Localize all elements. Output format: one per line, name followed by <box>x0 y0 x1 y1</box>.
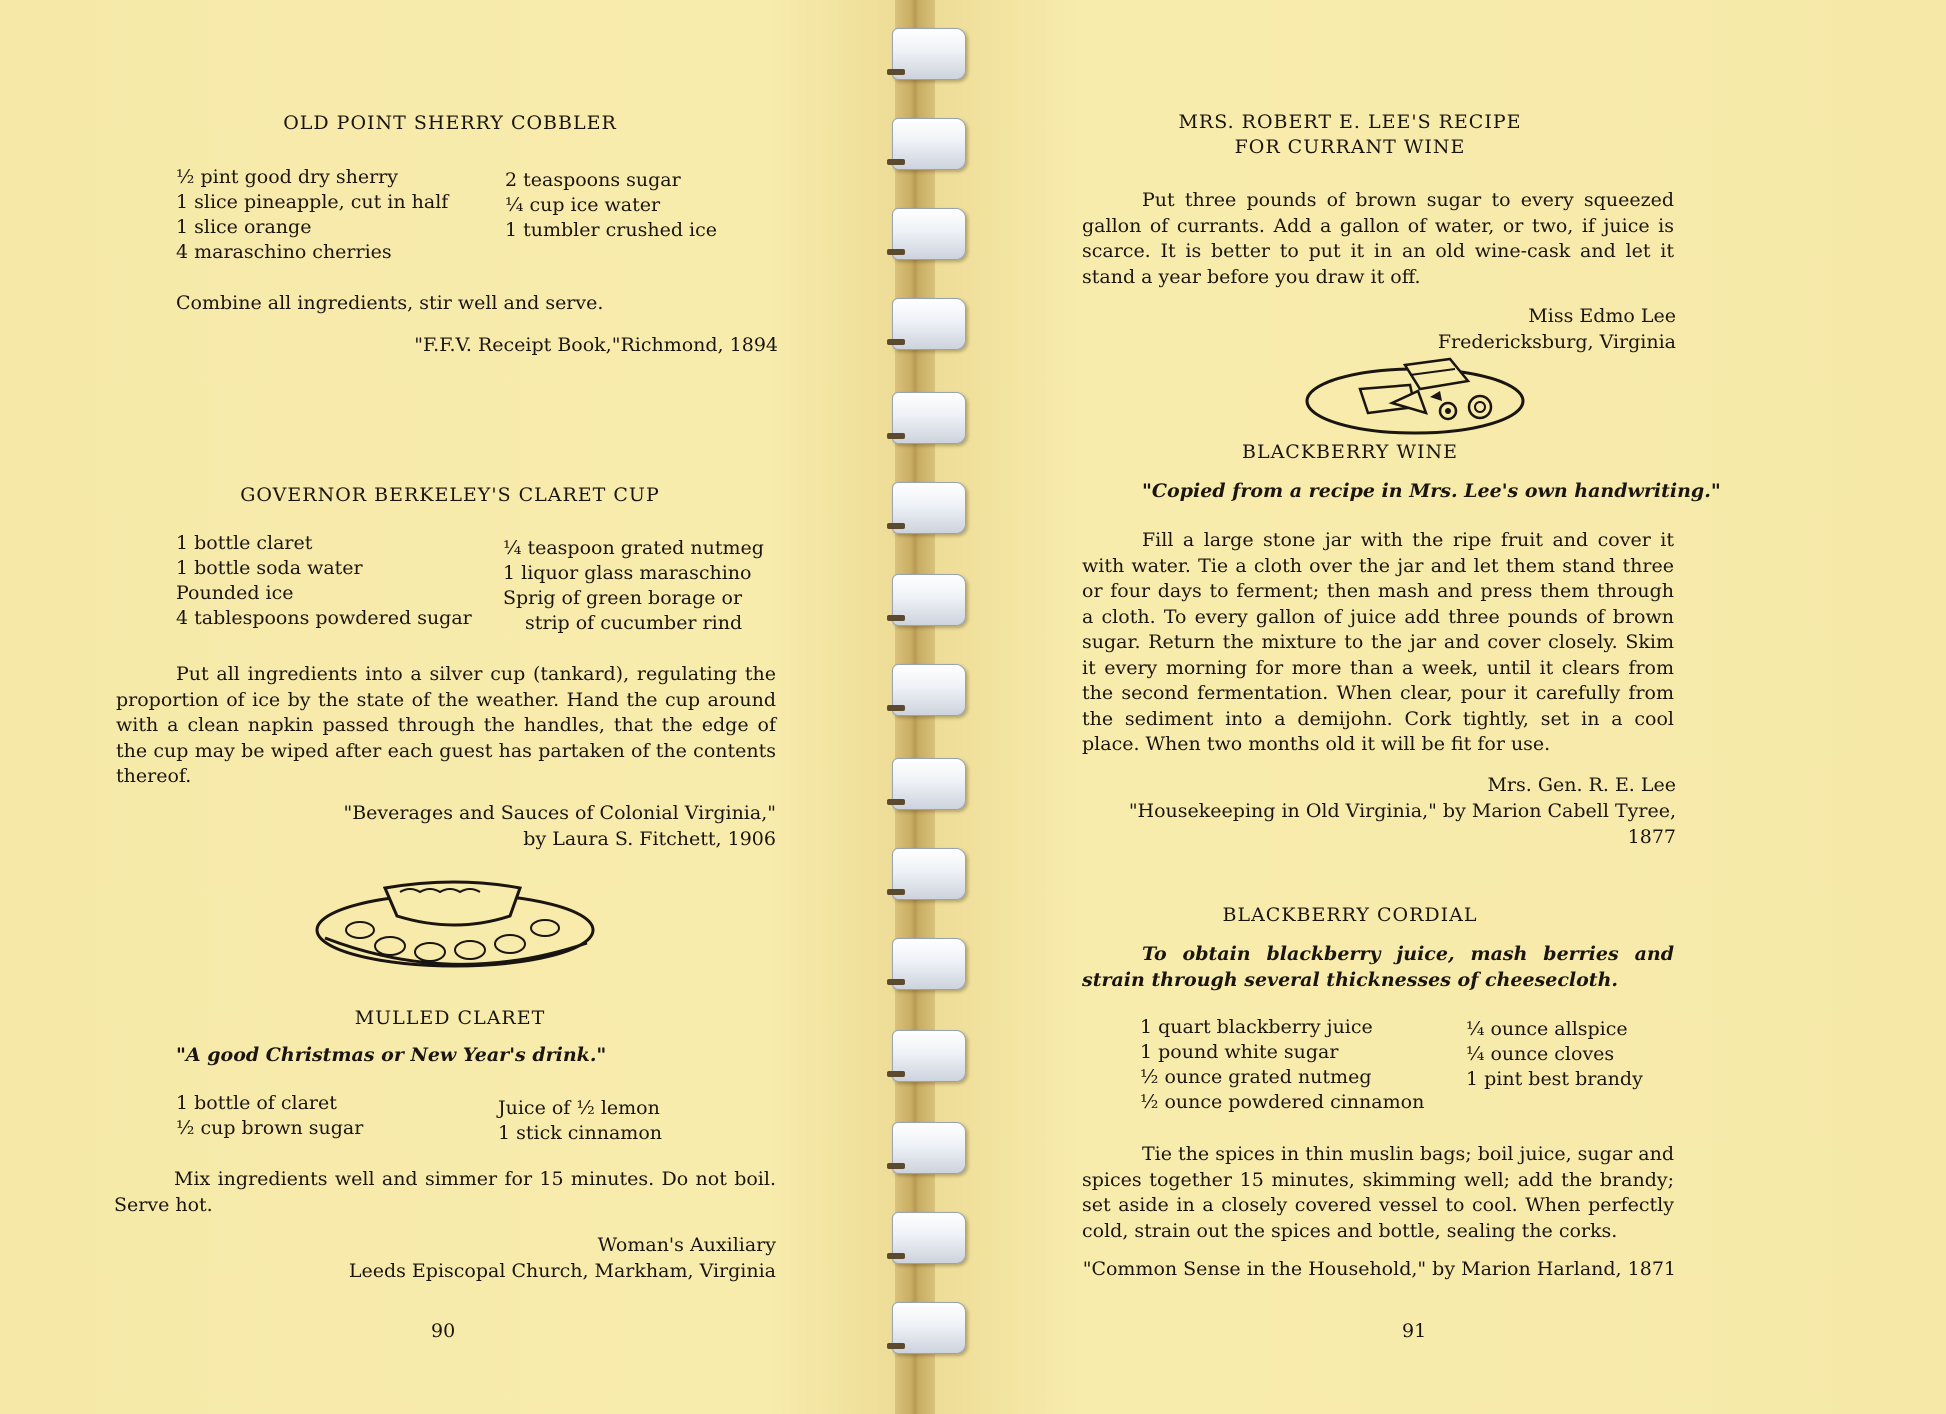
ingredient: 1 pound white sugar <box>1140 1041 1339 1063</box>
source-line: Fredericksburg, Virginia <box>1437 331 1676 353</box>
binding-coil <box>892 758 966 810</box>
recipe-title-mulled-claret: MULLED CLARET <box>354 1007 546 1029</box>
ingredients-right-cordial <box>1466 1017 1643 1092</box>
ingredient: ½ ounce powdered cinnamon <box>1140 1091 1425 1113</box>
ingredients-right-claret <box>503 536 764 636</box>
ingredient: ¼ cup ice water <box>505 194 661 216</box>
binding-coil <box>892 298 966 350</box>
ingredient: 1 tumbler crushed ice <box>505 219 717 241</box>
subtitle-blackberry-cordial: To obtain blackberry juice, mash berries and strain through several thicknesses of cheesecloth. <box>1082 943 1674 991</box>
instructions-blackberry-wine: Fill a large stone jar with the ripe fruit and cover it with water. Tie a cloth over the jar and let them stand three or four days to ferment; then mash and press them through a cloth. To every gallon of juice add three pounds of brown sugar. Return the mixture to the jar and cover closely. Skim it every morning for more than a week, until it clears from the second fermentation. When clear, pour it carefully from the sediment into a demijohn. Cork tightly, set in a cool place. When two months old it will be fit for use. <box>1082 529 1674 755</box>
recipe-title-sherry-cobbler: OLD POINT SHERRY COBBLER <box>283 112 617 134</box>
ingredient: 1 slice orange <box>176 216 312 238</box>
ingredients-left-mulled <box>176 1091 363 1141</box>
title-line: MRS. ROBERT E. LEE'S RECIPE <box>1178 111 1522 133</box>
ingredient: ¼ ounce cloves <box>1466 1043 1615 1065</box>
binding-coil <box>892 482 966 534</box>
source-sherry: "F.F.V. Receipt Book,"Richmond, 1894 <box>414 334 778 356</box>
recipe-title-currant-wine <box>1030 110 1670 160</box>
ingredient: 4 maraschino cherries <box>176 241 392 263</box>
ingredient: 1 quart blackberry juice <box>1140 1016 1373 1038</box>
instructions-blackberry-cordial: Tie the spices in thin muslin bags; boil juice, sugar and spices together 15 minutes, skimming well; add the brandy; set aside in a closely covered vessel to cool. When perfectly cold, strain out the spices and bottle, sealing the corks. <box>1082 1143 1674 1242</box>
ingredient: ½ ounce grated nutmeg <box>1140 1066 1372 1088</box>
source-claret <box>240 800 776 852</box>
ingredient: 1 pint best brandy <box>1466 1068 1643 1090</box>
binding-coil <box>892 1122 966 1174</box>
ingredient: Pounded ice <box>176 582 294 604</box>
ingredient: 1 bottle soda water <box>176 557 363 579</box>
source-blackberry-wine <box>1080 772 1676 850</box>
source-line: Woman's Auxiliary <box>597 1234 776 1256</box>
source-mulled <box>240 1232 776 1284</box>
binding-coil <box>892 1212 966 1264</box>
instructions-mulled: Mix ingredients well and simmer for 15 minutes. Do not boil. Serve hot. <box>114 1168 776 1216</box>
binding-coil <box>892 574 966 626</box>
source-line: Mrs. Gen. R. E. Lee <box>1487 774 1676 796</box>
page-number-left: 90 <box>431 1320 456 1342</box>
instructions-currant-wine: Put three pounds of brown sugar to every squeezed gallon of currants. Add a gallon of water, or two, if juice is scarce. It is better to put it in an old wine-cask and let it stand a year before you draw it off. <box>1082 189 1674 288</box>
ingredient: Sprig of green borage or <box>503 587 743 609</box>
ingredients-right-sherry <box>505 168 717 243</box>
ingredient: 1 stick cinnamon <box>498 1122 662 1144</box>
binding-coil <box>892 1030 966 1082</box>
ingredient: ¼ teaspoon grated nutmeg <box>503 537 764 559</box>
punch-bowl-illustration <box>305 868 605 978</box>
ingredient: 1 bottle of claret <box>176 1092 337 1114</box>
subtitle-mulled-claret: "A good Christmas or New Year's drink." <box>176 1044 607 1066</box>
ingredient: 1 liquor glass maraschino <box>503 562 752 584</box>
source-line: "Beverages and Sauces of Colonial Virginia," <box>343 802 776 824</box>
ingredient: ½ cup brown sugar <box>176 1117 364 1139</box>
ingredient: 1 slice pineapple, cut in half <box>176 191 449 213</box>
source-line: Leeds Episcopal Church, Markham, Virginia <box>348 1260 776 1282</box>
recipe-title-blackberry-wine: BLACKBERRY WINE <box>1241 441 1458 463</box>
ingredient: strip of cucumber rind <box>525 612 743 634</box>
ingredients-left-claret <box>176 531 472 631</box>
ingredients-left-cordial <box>1140 1015 1424 1115</box>
ingredient: 1 bottle claret <box>176 532 313 554</box>
binding-coil <box>892 664 966 716</box>
page-number-right: 91 <box>1402 1320 1427 1342</box>
binding-coil <box>892 208 966 260</box>
recipe-title-blackberry-cordial: BLACKBERRY CORDIAL <box>1222 904 1478 926</box>
ingredient: 2 teaspoons sugar <box>505 169 681 191</box>
binding-coil <box>892 118 966 170</box>
ingredients-right-mulled <box>498 1096 662 1146</box>
binding-coil <box>892 392 966 444</box>
ingredient: ¼ ounce allspice <box>1466 1018 1628 1040</box>
left-page <box>0 0 900 1414</box>
source-line: "Housekeeping in Old Virginia," by Marion Cabell Tyree, 1877 <box>1128 800 1676 848</box>
ingredient: ½ pint good dry sherry <box>176 166 398 188</box>
instructions-claret: Put all ingredients into a silver cup (tankard), regulating the proportion of ice by the state of the weather. Hand the cup around with a clean napkin passed through the handles, that the edge of the cup may be wiped after each guest has partaken of the contents thereof. <box>116 663 776 787</box>
binding-coil <box>892 1302 966 1354</box>
source-blackberry-cordial: "Common Sense in the Household," by Marion Harland, 1871 <box>1082 1258 1676 1280</box>
instructions-sherry: Combine all ingredients, stir well and serve. <box>176 292 604 314</box>
right-page <box>930 0 1946 1414</box>
source-line: by Laura S. Fitchett, 1906 <box>523 828 776 850</box>
binding-coil <box>892 28 966 80</box>
subtitle-blackberry-wine: "Copied from a recipe in Mrs. Lee's own handwriting." <box>1142 480 1721 502</box>
source-currant-wine <box>1210 303 1676 355</box>
binding-coil <box>892 938 966 990</box>
binding-coil <box>892 848 966 900</box>
source-line: Miss Edmo Lee <box>1528 305 1676 327</box>
recipe-title-claret-cup: GOVERNOR BERKELEY'S CLARET CUP <box>240 484 660 506</box>
title-line: FOR CURRANT WINE <box>1234 136 1466 158</box>
cheese-plate-illustration <box>1300 355 1530 445</box>
ingredients-left-sherry <box>176 165 448 265</box>
ingredient: 4 tablespoons powdered sugar <box>176 607 472 629</box>
ingredient: Juice of ½ lemon <box>498 1097 660 1119</box>
